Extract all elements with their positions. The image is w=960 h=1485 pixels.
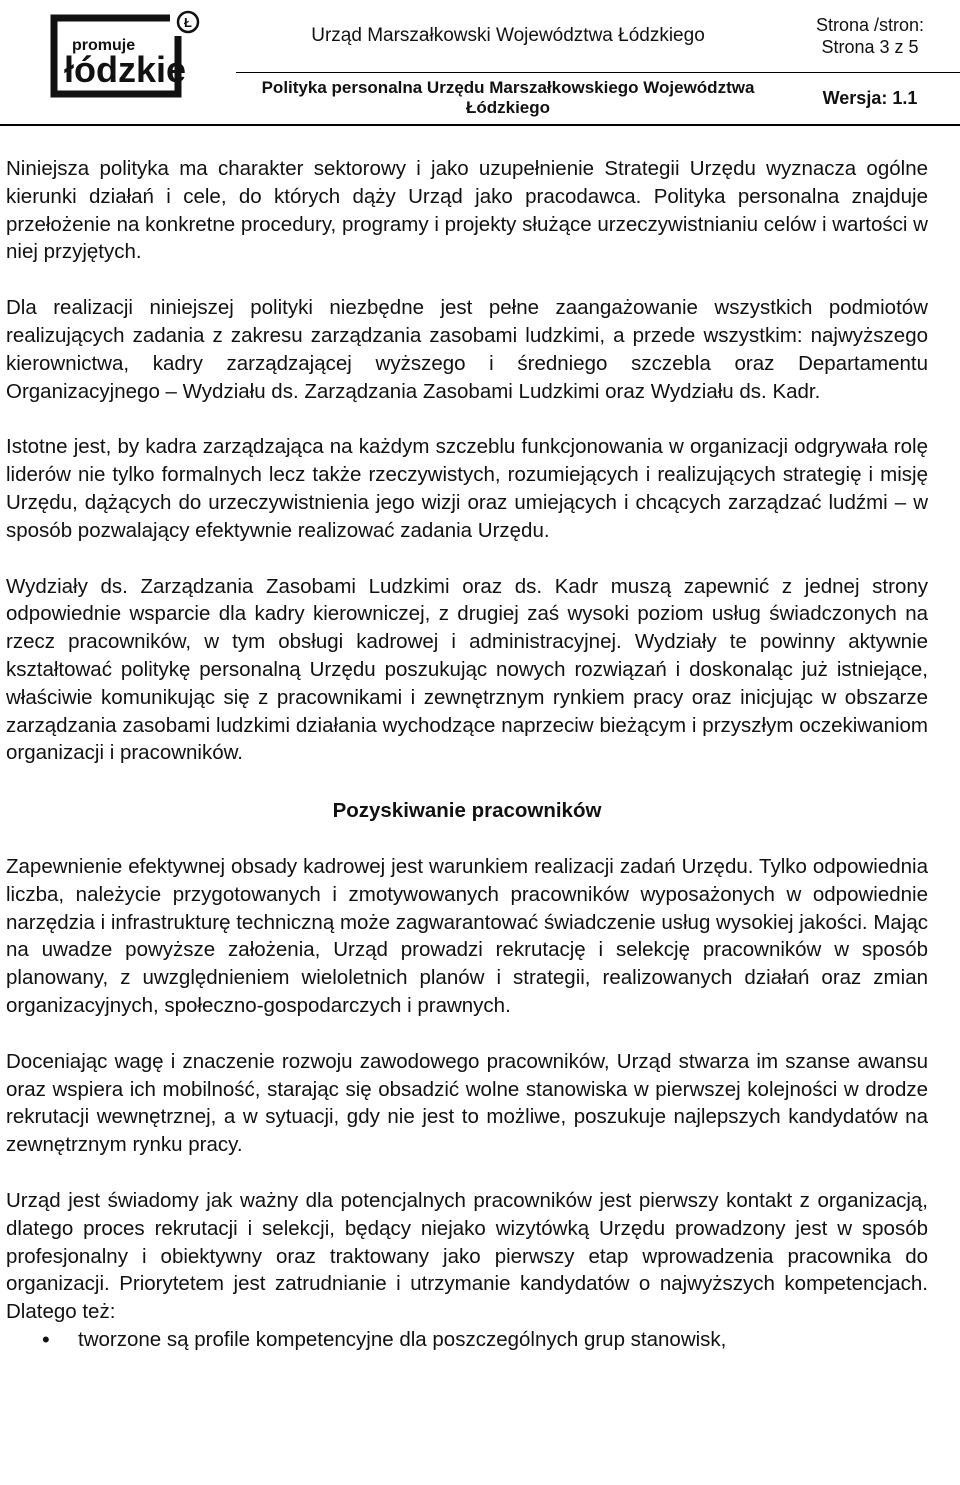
section-heading: Pozyskiwanie pracowników [332, 799, 602, 823]
document-header [0, 0, 960, 128]
paragraph-2: Dla realizacji niniejszej polityki niezbędne jest pełne zaangażowanie wszystkich podmiotów realizujących zadania z zakresu zarządzania zasobami ludzkimi, a przede wszystkim: najwyższego kierownictwa, kadry zarządzającej wyższego i średniego szczebla oraz Departamentu Organizacyjnego – Wydziału ds. Zarządzania Zasobami Ludzkimi oraz Wydziału ds. Kadr. [6, 296, 928, 403]
promuje-lodzkie-logo [46, 10, 202, 102]
svg-text:Ł: Ł [184, 15, 192, 30]
bullet-icon: • [42, 1326, 50, 1352]
page-label: Strona /stron: [815, 15, 925, 35]
paragraph-4: Wydziały ds. Zarządzania Zasobami Ludzkimi oraz ds. Kadr muszą zapewnić z jednej strony odpowiednie wsparcie dla kadry kierowniczej, z drugiej zaś wysoki poziom usług świadczonych na rzecz pracowników, w tym obsługi kadrowej i administracyjnej. Wydziały te powinny aktywnie kształtować politykę personalną Urzędu poszukując nowych rozwiązań i doskonaląc już istniejące, właściwie komunikując się z pracownikami i zewnętrznym rynkiem pracy oraz inicjując w obszarze zarządzania zasobami ludzkimi działania wychodzące naprzeciw bieżącym i przyszłym oczekiwaniom organizacji i pracowników. [6, 574, 928, 765]
logo-cell [0, 0, 236, 124]
office-name: Urząd Marszałkowski Województwa Łódzkiego [311, 25, 705, 46]
paragraph-5: Zapewnienie efektywnej obsady kadrowej jest warunkiem realizacji zadań Urzędu. Tylko odpowiednia liczba, należycie przygotowanych i zmotywowanych pracowników wyposażonych w odpowiednie narzędzia i infrastrukturę techniczną może zagwarantować świadczenie usług wysokiej jakości. Mając na uwadze powyższe założenia, Urząd prowadzi rekrutację i selekcję pracowników w sposób planowany, z uwzględnieniem wieloletnich planów i strategii, realizowanych działań oraz zmian organizacyjnych, społeczno-gospodarczych i prawnych. [6, 854, 928, 1017]
policy-title: Polityka personalna Urzędu Marszałkowskiego Województwa Łódzkiego [261, 78, 755, 117]
page-number: Strona 3 z 5 [821, 37, 919, 57]
logo-text-line1: promuje [72, 37, 136, 54]
paragraph-3: Istotne jest, by kadra zarządzająca na każdym szczeblu funkcjonowania w organizacji odgrywała rolę liderów nie tylko formalnych lecz także rzeczywistych, rozumiejących i realizujących strategię i misję Urzędu, dążących do urzeczywistnienia jego wizji oraz umiejących i chcących zarządzać ludźmi – w sposób pozwalający efektywnie realizować zadania Urzędu. [6, 435, 928, 542]
list-item [6, 1326, 928, 1354]
header-divider-middle [236, 72, 960, 73]
header-divider-bottom [0, 124, 960, 126]
bullet-list [6, 1326, 928, 1354]
paragraph-6: Doceniając wagę i znaczenie rozwoju zawodowego pracowników, Urząd stwarza im szanse awansu oraz wspiera ich mobilność, starając się obsadzić wolne stanowiska w pierwszej kolejności w drodze rekrutacji wewnętrznej, a w sytuacji, gdy nie jest to możliwe, poszukuje najlepszych kandydatów na zewnętrznym rynku pracy. [6, 1049, 928, 1157]
logo-text-line2: łódzkie [64, 49, 187, 90]
list-item-text: tworzone są profile kompetencyjne dla poszczególnych grup stanowisk, [78, 1327, 727, 1351]
version-label: Wersja: 1.1 [822, 87, 918, 108]
document-body [6, 155, 928, 1354]
page-info [780, 0, 960, 72]
paragraph-1: Niniejsza polityka ma charakter sektorowy i jako uzupełnienie Strategii Urzędu wyznacza ogólne kierunki działań i cele, do których dąży Urząd jako pracodawca. Polityka personalna znajduje przełożenie na konkretne procedury, programy i projekty służące urzeczywistnianiu celów i wartości w niej przyjętych. [6, 157, 928, 264]
paragraph-7: Urząd jest świadomy jak ważny dla potencjalnych pracowników jest pierwszy kontakt z organizacją, dlatego proces rekrutacji i selekcji, będący niejako wizytówką Urzędu prowadzony jest w sposób profesjonalny i obiektywny oraz traktowany jako pierwszy etap wprowadzenia pracownika do organizacji. Priorytetem jest zatrudnianie i utrzymanie kandydatów o najwyższych kompetencjach. Dlatego też: [6, 1188, 928, 1324]
